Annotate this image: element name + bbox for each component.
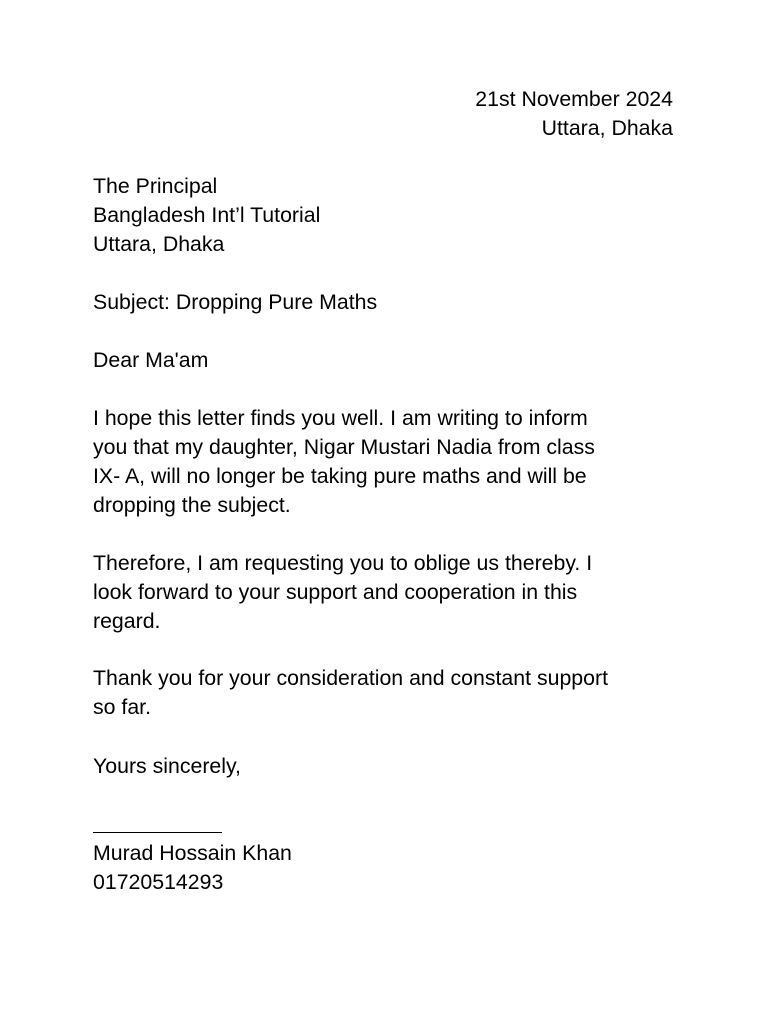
sender-location: Uttara, Dhaka: [541, 116, 673, 140]
letter-subject: Subject: Dropping Pure Maths: [93, 290, 378, 314]
letter-date: 21st November 2024: [475, 87, 673, 111]
body-paragraph-1-line: dropping the subject.: [93, 493, 291, 517]
body-paragraph-1-line: IX- A, will no longer be taking pure maths and will be: [93, 464, 587, 488]
signature-line: [93, 832, 222, 833]
recipient-location: Uttara, Dhaka: [93, 232, 225, 256]
body-paragraph-1-line: you that my daughter, Nigar Mustari Nadia from class: [93, 435, 595, 459]
recipient-institution: Bangladesh Int’l Tutorial: [93, 203, 321, 227]
body-paragraph-2-line: look forward to your support and cooperation in this: [93, 580, 578, 604]
closing: Yours sincerely,: [93, 754, 241, 778]
body-paragraph-1-line: I hope this letter finds you well. I am writing to inform: [93, 406, 588, 430]
body-paragraph-3-line: so far.: [93, 695, 152, 719]
body-paragraph-2-line: regard.: [93, 609, 161, 633]
signatory-phone: 01720514293: [93, 870, 224, 894]
body-paragraph-2-line: Therefore, I am requesting you to oblige us thereby. I: [93, 551, 593, 575]
signatory-name: Murad Hossain Khan: [93, 841, 292, 865]
recipient-title: The Principal: [93, 174, 218, 198]
salutation: Dear Ma'am: [93, 348, 209, 372]
body-paragraph-3-line: Thank you for your consideration and constant support: [93, 666, 608, 690]
